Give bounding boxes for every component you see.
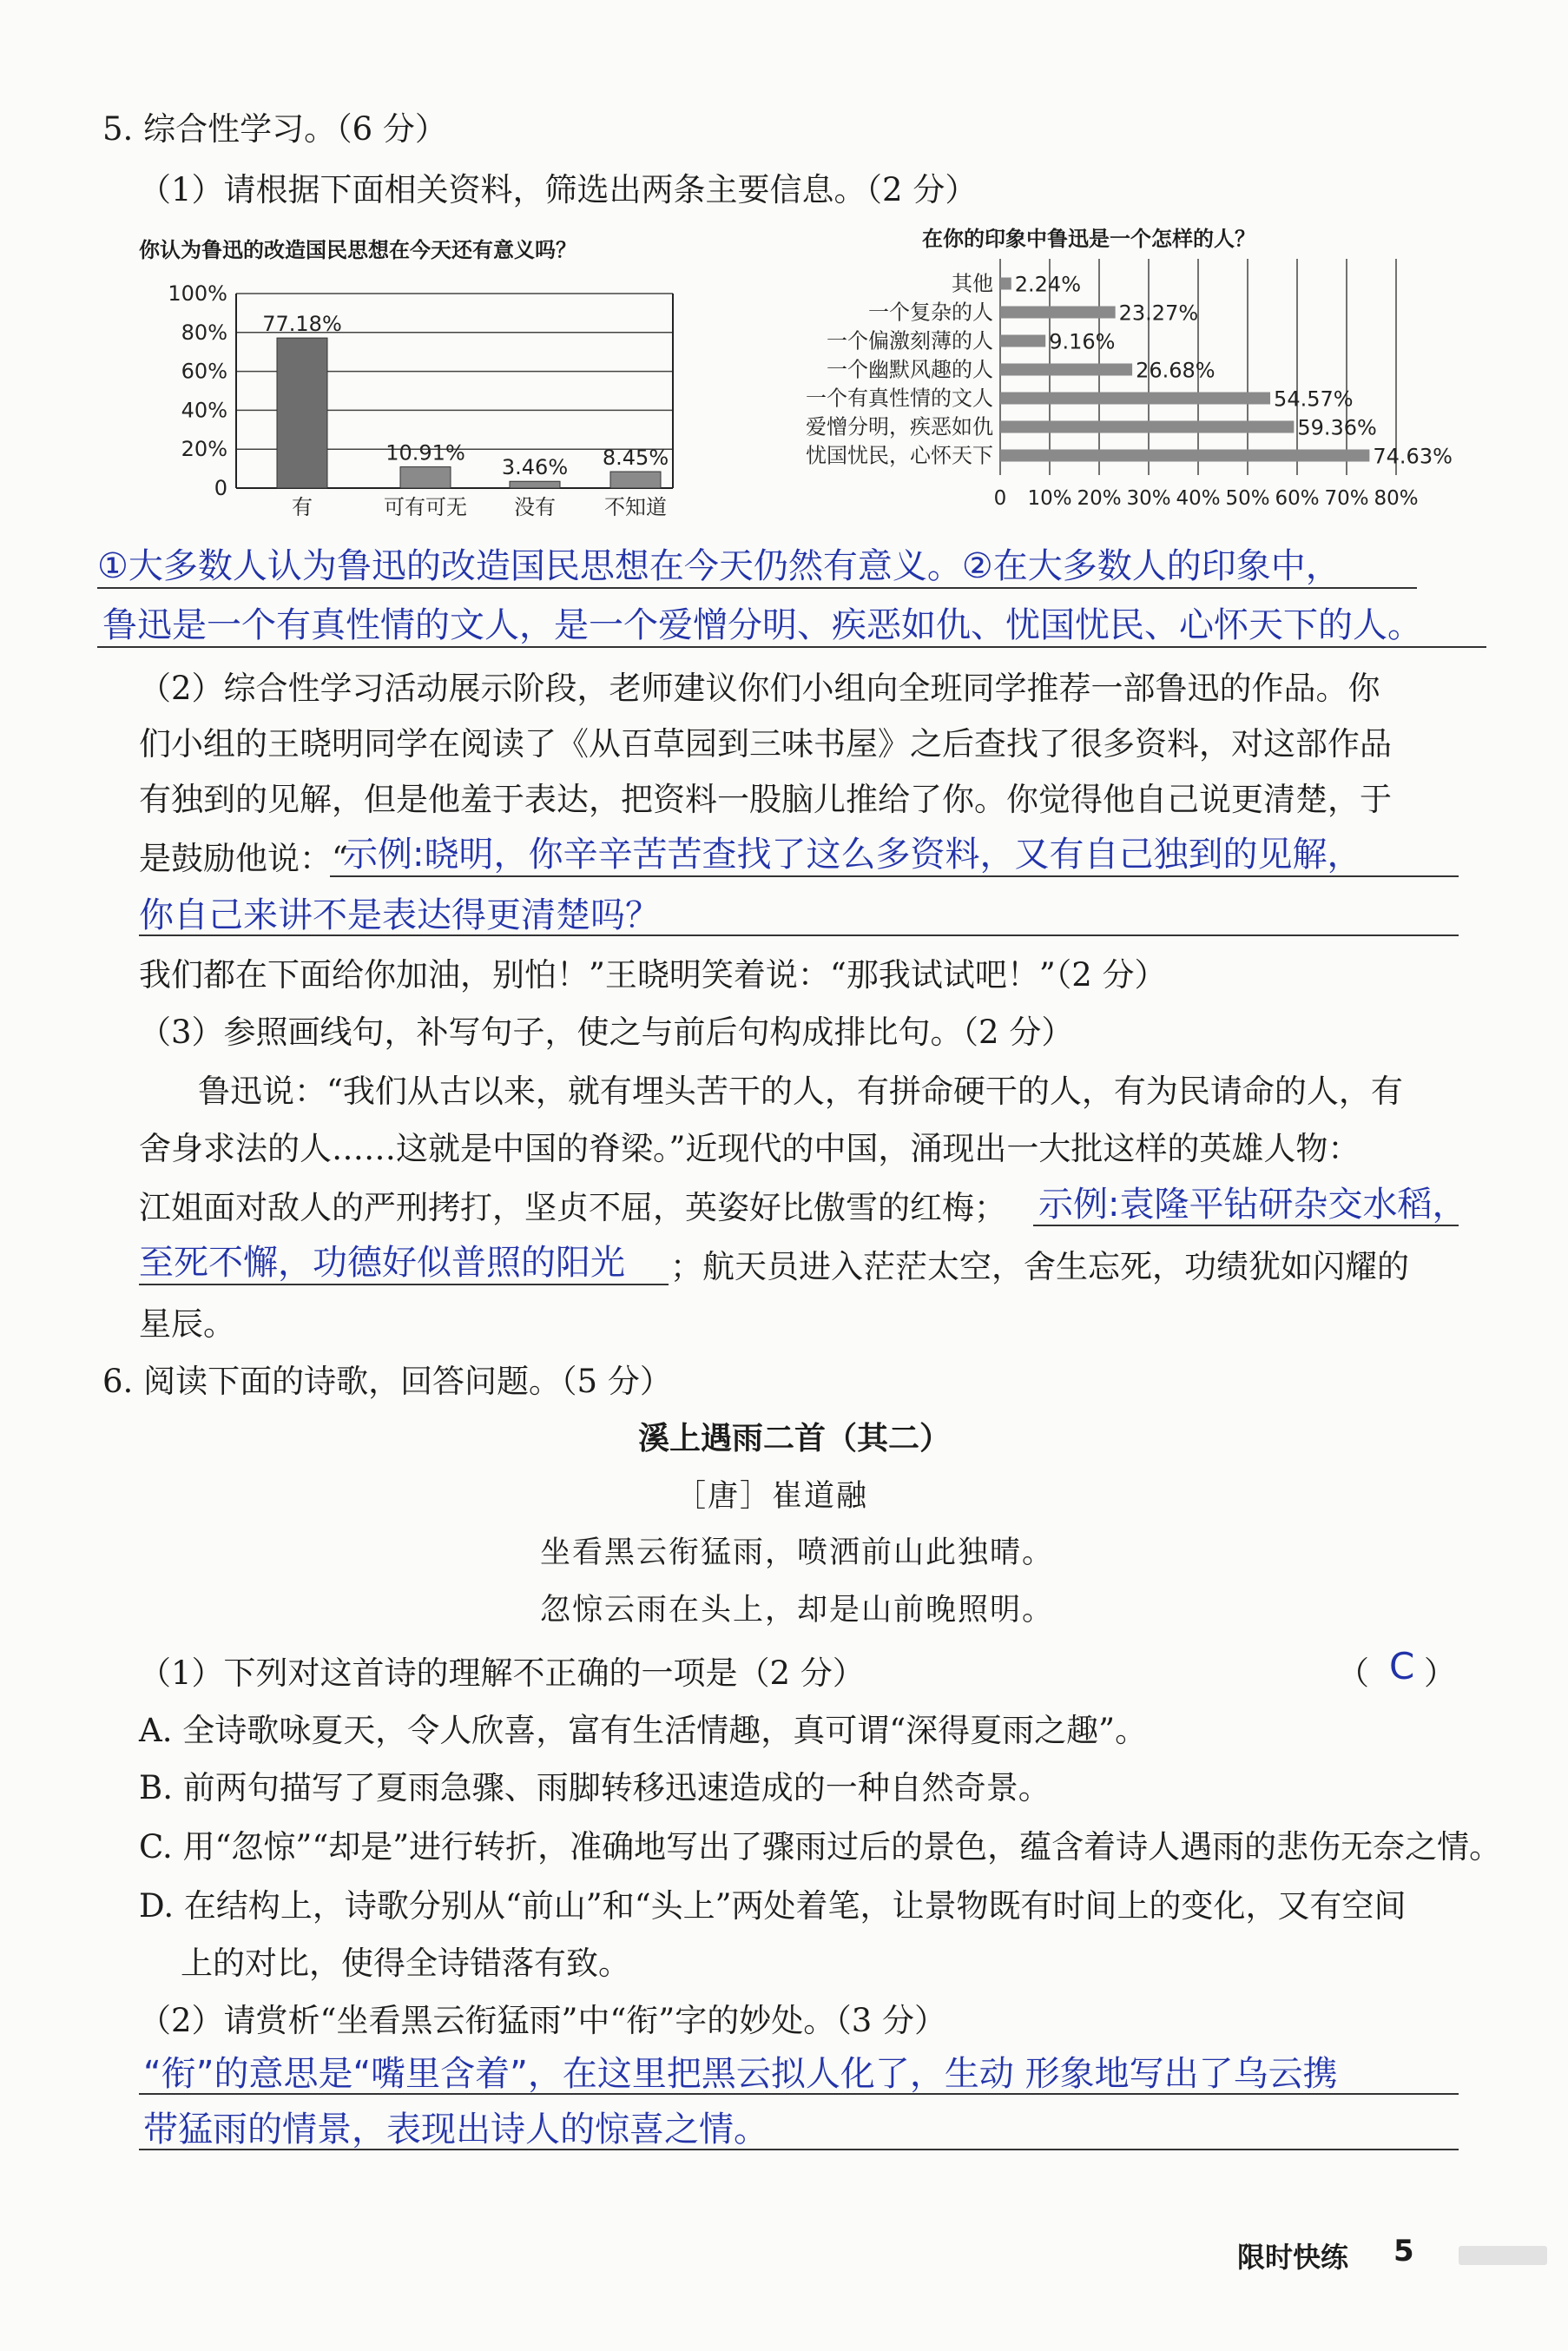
chart2-x-tick: 20%	[1077, 487, 1122, 510]
page-number: 5	[1393, 2234, 1414, 2268]
q6-part1-prompt: （1）下列对这首诗的理解不正确的一项是（2 分）	[139, 1654, 865, 1692]
chart2-data-label: 9.16%	[1049, 329, 1116, 354]
chart2-bar	[1000, 364, 1132, 376]
q6-option-c: C. 用“忽惊”“却是”进行转折，准确地写出了骤雨过后的景色，蕴含着诗人遇雨的悲伤无奈之情。	[139, 1828, 1502, 1866]
chart2-category-labels	[806, 272, 993, 468]
q5-part1-prompt: （1）请根据下面相关资料，筛选出两条主要信息。（2 分）	[139, 171, 978, 208]
chart1-bar	[400, 467, 451, 488]
chart1-x-tick: 不知道	[604, 495, 667, 519]
answer-line	[97, 646, 1486, 648]
answer-line	[1033, 1225, 1459, 1226]
q5-part3-line3-prefix: 江姐面对敌人的严刑拷打，坚贞不屈，英姿好比傲雪的红梅；	[139, 1189, 1006, 1226]
answer-bracket-open: （	[1337, 1654, 1369, 1692]
chart2-hbar-chart	[747, 252, 1528, 530]
q6-option-a: A. 全诗歌咏夏天，令人欣喜，富有生活情趣，真可谓“深得夏雨之趣”。	[139, 1712, 1148, 1749]
chart2-bar	[1000, 393, 1270, 405]
answer-line	[139, 934, 1459, 936]
chart2-bar	[1000, 307, 1116, 319]
q5-part3-line2: 舍身求法的人……这就是中国的脊梁。”近现代的中国，涌现出一大批这样的英雄人物：	[139, 1130, 1360, 1167]
q5-part2-line5: 我们都在下面给你加油，别怕！”王晓明笑着说：“那我试试吧！”（2 分）	[139, 956, 1167, 994]
q5-part3-line1: 鲁迅说：“我们从古以来，就有埋头苦干的人，有拼命硬干的人，有为民请命的人，有	[198, 1073, 1403, 1110]
q5-part2-line2: 们小组的王晓明同学在阅读了《从百草园到三味书屋》之后查找了很多资料，对这部作品	[139, 725, 1392, 763]
chart1-data-label: 10.91%	[385, 440, 465, 466]
chart1-x-tick: 可有可无	[384, 495, 467, 519]
poem-line1: 坐看黑云衔猛雨，喷洒前山此独晴。	[540, 1535, 1055, 1570]
q5-part3-line4-suffix: ；航天员进入茫茫太空，舍生忘死，功绩犹如闪耀的	[670, 1248, 1409, 1285]
answer-bracket-close: ）	[1424, 1654, 1456, 1692]
chart1-bar-chart	[139, 261, 677, 521]
chart1-y-tick: 0	[214, 476, 227, 500]
q6-option-d-line2: 上的对比，使得全诗错落有致。	[181, 1945, 630, 1982]
chart2-data-label: 54.57%	[1274, 386, 1354, 412]
q5-part2-line3: 有独到的见解，但是他羞于表达，把资料一股脑儿推给了你。你觉得他自己说更清楚，于	[139, 781, 1392, 818]
chart1-title: 你认为鲁迅的改造国民思想在今天还有意义吗？	[139, 238, 576, 262]
chart2-x-tick: 0	[993, 487, 1007, 510]
chart1-x-ticks	[292, 495, 667, 519]
q6-option-d-line1: D. 在结构上，诗歌分别从“前山”和“头上”两处着笔，让景物既有时间上的变化，又有空间	[139, 1887, 1407, 1925]
chart1-data-label: 8.45%	[602, 446, 669, 471]
chart2-category-label: 一个复杂的人	[868, 300, 993, 325]
chart2-x-ticks	[994, 487, 1419, 510]
q6-part1-answer: C	[1389, 1645, 1415, 1687]
poem-author: ［唐］崔道融	[675, 1479, 869, 1514]
q5-part3-prompt: （3）参照画线句，补写句子，使之与前后句构成排比句。（2 分）	[139, 1014, 1074, 1051]
chart1-y-tick: 40%	[181, 398, 227, 423]
chart2-bar	[1000, 335, 1045, 347]
q5-part2-line4-prefix: 是鼓励他说：“	[139, 840, 348, 877]
q5-part3-answer-part2: 至死不懈，功德好似普照的阳光	[139, 1243, 625, 1283]
q5-part1-answer-line1: ①大多数人认为鲁迅的改造国民思想在今天仍然有意义。②在大多数人的印象中，	[97, 546, 1341, 586]
chart2-title: 在你的印象中鲁迅是一个怎样的人？	[922, 227, 1255, 251]
chart2-category-label: 一个偏激刻薄的人	[827, 328, 993, 353]
footer-label: 限时快练	[1237, 2241, 1349, 2274]
chart1-x-tick: 有	[292, 495, 313, 519]
chart1-data-label: 77.18%	[262, 312, 342, 337]
q5-part2-line1: （2）综合性学习活动展示阶段，老师建议你们小组向全班同学推荐一部鲁迅的作品。你	[139, 670, 1380, 707]
answer-line	[139, 1284, 669, 1285]
chart2-data-label: 74.63%	[1373, 444, 1453, 469]
poem-line2: 忽惊云雨在头上，却是山前晚照明。	[540, 1593, 1055, 1628]
chart2-x-tick: 80%	[1374, 487, 1419, 510]
chart2-bar	[1000, 421, 1294, 433]
chart2-bar	[1000, 450, 1369, 462]
chart2-x-tick: 50%	[1225, 487, 1270, 510]
answer-line	[139, 2093, 1459, 2095]
chart2-x-tick: 70%	[1324, 487, 1369, 510]
chart1-y-tick: 80%	[181, 320, 227, 345]
chart2-category-label: 忧国忧民，心怀天下	[806, 443, 993, 468]
q6-part2-answer-line2: 带猛雨的情景，表现出诗人的惊喜之情。	[143, 2110, 768, 2150]
chart1-bar	[277, 338, 327, 488]
chart1-y-tick: 100%	[168, 281, 227, 306]
chart2-x-tick: 40%	[1176, 487, 1221, 510]
q6-title: 6. 阅读下面的诗歌，回答问题。（5 分）	[102, 1363, 672, 1400]
q6-option-b: B. 前两句描写了夏雨急骤、雨脚转移迅速造成的一种自然奇景。	[139, 1769, 1051, 1806]
q5-title: 5. 综合性学习。（6 分）	[102, 110, 447, 148]
chart2-x-tick: 30%	[1126, 487, 1171, 510]
chart1-bar	[610, 472, 661, 488]
q5-part1-answer-line2: 鲁迅是一个有真性情的文人，是一个爱憎分明、疾恶如仇、忧国忧民、心怀天下的人。	[102, 605, 1422, 645]
q5-part3-line5: 星辰。	[139, 1305, 235, 1343]
chart1-y-tick: 60%	[181, 359, 227, 384]
answer-line	[330, 875, 1459, 877]
chart2-category-label: 其他	[952, 271, 993, 296]
chart1-data-label: 3.46%	[501, 455, 569, 480]
chart2-data-label: 59.36%	[1297, 415, 1377, 440]
chart2-category-label: 一个幽默风趣的人	[827, 357, 993, 382]
q5-part2-answer-line1: 示例:晓明，你辛辛苦苦查找了这么多资料，又有自己独到的见解，	[343, 835, 1362, 875]
q6-part2-prompt: （2）请赏析“坐看黑云衔猛雨”中“衔”字的妙处。（3 分）	[139, 2002, 947, 2039]
q5-part2-answer-line2: 你自己来讲不是表达得更清楚吗？	[139, 895, 660, 935]
chart1-y-ticks	[168, 281, 227, 500]
answer-line	[139, 2149, 1459, 2150]
chart2-bar	[1000, 278, 1011, 290]
q5-part3-answer-part1: 示例:袁隆平钻研杂交水稻，	[1038, 1185, 1467, 1225]
footer-decoration	[1459, 2246, 1547, 2265]
chart2-data-label: 2.24%	[1014, 272, 1082, 297]
poem-title: 溪上遇雨二首（其二）	[638, 1421, 952, 1456]
answer-line	[97, 587, 1417, 589]
chart2-x-tick: 60%	[1275, 487, 1320, 510]
chart2-data-label: 26.68%	[1136, 358, 1216, 383]
chart2-data-label: 23.27%	[1118, 300, 1199, 326]
q6-part2-answer-line1: “衔”的意思是“嘴里含着”，在这里把黑云拟人化了，生动 形象地写出了乌云携	[143, 2054, 1338, 2094]
chart1-x-tick: 没有	[514, 495, 556, 519]
chart1-y-tick: 20%	[181, 437, 227, 462]
chart1-bar	[510, 481, 560, 488]
chart2-category-label: 一个有真性情的文人	[806, 386, 993, 411]
chart2-category-label: 爱憎分明，疾恶如仇	[806, 414, 993, 439]
chart2-x-tick: 10%	[1027, 487, 1072, 510]
